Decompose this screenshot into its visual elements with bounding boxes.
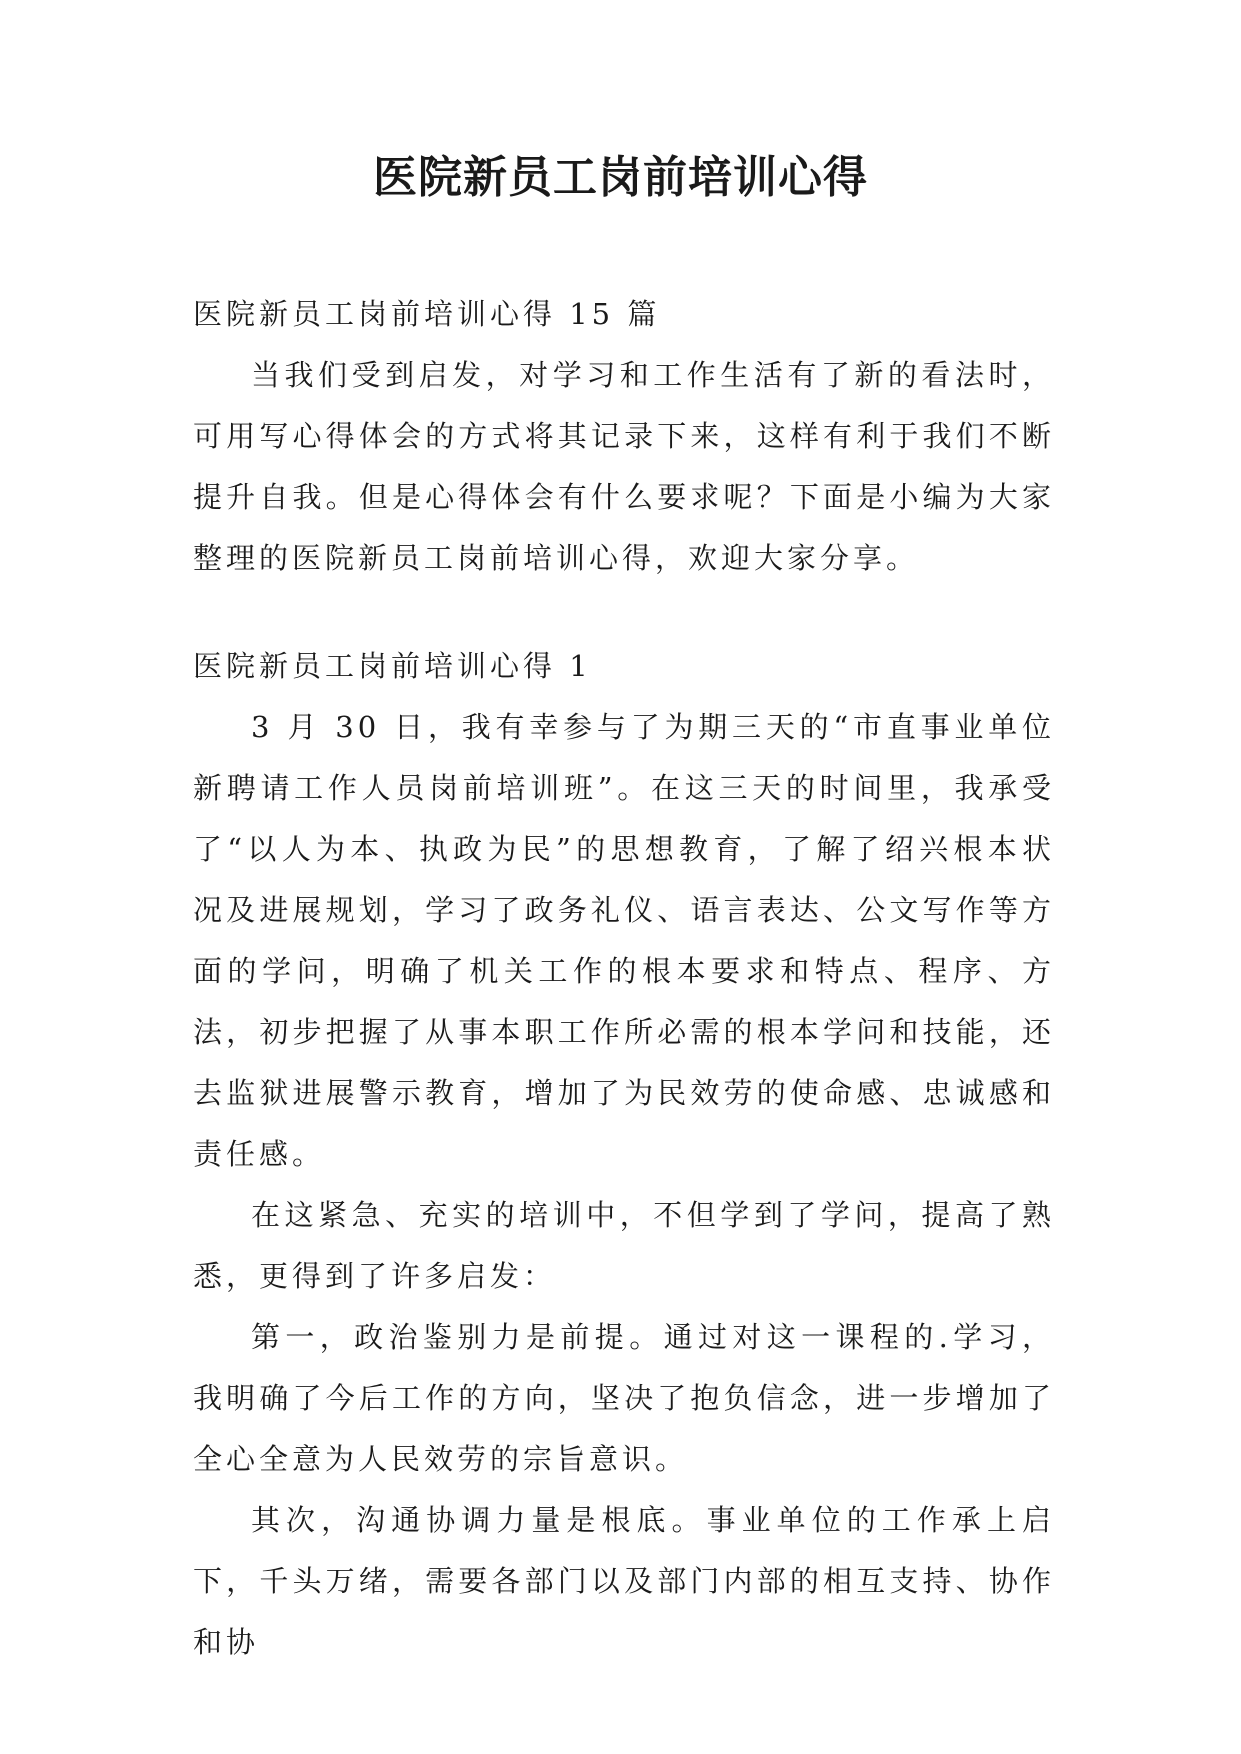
section-body [193,697,1055,1673]
body-paragraph: 第一，政治鉴别力是前提。通过对这一课程的.学习，我明确了今后工作的方向，坚决了抱负信念，进一步增加了全心全意为人民效劳的宗旨意识。 [193,1320,1055,1476]
section-heading-text: 医院新员工岗前培训心得 1 [193,649,592,683]
body-paragraph: 其次，沟通协调力量是根底。事业单位的工作承上启下，千头万绪，需要各部门以及部门内部的相互支持、协作和协 [193,1503,1055,1659]
document-title: 医院新员工岗前培训心得 [373,152,868,203]
section-heading [193,636,1055,697]
document-subtitle [193,284,1055,345]
body-paragraph: 3 月 30 日，我有幸参与了为期三天的“市直事业单位新聘请工作人员岗前培训班”。在这三天的时间里，我承受了“以人为本、执政为民”的思想教育，了解了绍兴根本状况及进展规划，学习了政务礼仪、语言表达、公文写作等方面的学问，明确了机关工作的根本要求和特点、程序、方法，初步把握了从事本职工作所必需的根本学问和技能，还去监狱进展警示教育，增加了为民效劳的使命感、忠诚感和责任感。 [193,710,1055,1171]
body-paragraph: 在这紧急、充实的培训中，不但学到了学问，提高了熟悉，更得到了许多启发： [193,1198,1055,1293]
intro-paragraph: 当我们受到启发，对学习和工作生活有了新的看法时，可用写心得体会的方式将其记录下来，这样有利于我们不断提升自我。但是心得体会有什么要求呢？下面是小编为大家整理的医院新员工岗前培训心得，欢迎大家分享。 [193,358,1055,575]
subtitle-text: 医院新员工岗前培训心得 15 篇 [193,297,661,331]
intro-block [193,345,1055,589]
